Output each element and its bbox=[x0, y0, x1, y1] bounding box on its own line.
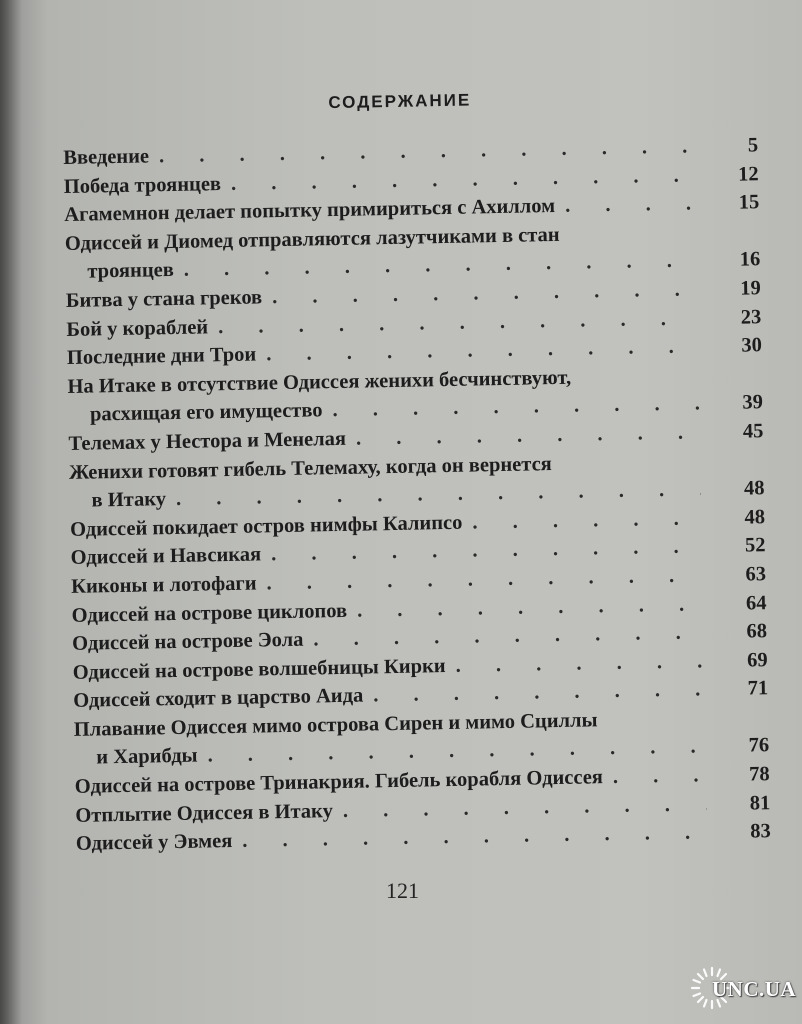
toc-entry-title: Одиссей покидает остров нимфы Калипсо bbox=[69, 511, 463, 541]
toc-entry-title: Бой у кораблей bbox=[66, 315, 209, 341]
toc-page-number: 30 bbox=[741, 334, 763, 357]
toc-entry-title: Одиссей на острове волшебницы Кирки bbox=[72, 654, 446, 684]
toc-page-number: 39 bbox=[742, 391, 764, 414]
toc-entry-title: расхищая его имущество bbox=[89, 399, 323, 426]
toc-page-number: 71 bbox=[747, 677, 769, 700]
toc-entry-title: Женихи готовят гибель Телемаху, когда он вернется bbox=[68, 452, 552, 484]
dot-leader bbox=[455, 647, 704, 680]
watermark-text: UNC.UA bbox=[712, 977, 797, 1001]
toc-entry-title: Одиссей и Диомед отправляются лазутчиками в стан bbox=[64, 223, 560, 255]
toc-entry-title: Одиссей на острове Тринакрия. Гибель корабля Одиссея bbox=[74, 766, 604, 798]
toc-page-number: 19 bbox=[740, 277, 761, 300]
toc-page-number: 48 bbox=[743, 477, 765, 500]
toc-page-number: 64 bbox=[745, 591, 767, 615]
toc-page-number: 63 bbox=[745, 563, 767, 586]
toc-page-number: 83 bbox=[750, 820, 771, 843]
page-number: 121 bbox=[386, 878, 419, 903]
toc-page-number: 45 bbox=[742, 420, 764, 443]
toc-page-number: 16 bbox=[739, 248, 761, 271]
toc-page-number: 23 bbox=[740, 305, 762, 329]
toc-entry-title: Одиссей у Эвмея bbox=[75, 830, 233, 856]
toc-entry-title: Телемах у Нестора и Менелая bbox=[68, 427, 347, 455]
toc-entry-title: Киконы и лотофаги bbox=[70, 572, 257, 598]
toc-entry-title: Плавание Одиссея мимо острова Сирен и мимо Сциллы bbox=[73, 709, 598, 741]
toc-page-number: 52 bbox=[744, 534, 766, 557]
toc-page-number: 5 bbox=[747, 134, 759, 157]
toc-page-number: 15 bbox=[738, 191, 760, 214]
toc-entry-title: Последние дни Трои bbox=[66, 343, 257, 370]
page-gutter-shadow bbox=[0, 0, 22, 1024]
table-of-contents bbox=[62, 75, 771, 858]
dot-leader bbox=[472, 504, 701, 537]
toc-entry-title: Агамемнон делает попытку примириться с Ахиллом bbox=[64, 195, 556, 227]
toc-entry-title: Введение bbox=[63, 145, 150, 169]
toc-page-number: 78 bbox=[748, 763, 770, 786]
toc-page-number: 76 bbox=[748, 734, 770, 757]
toc-page-number: 12 bbox=[737, 162, 759, 186]
toc-list bbox=[63, 131, 771, 858]
toc-entry-title: и Харибды bbox=[96, 745, 198, 769]
toc-page-number: 69 bbox=[746, 648, 768, 672]
toc-entry-title: Одиссей на острове циклопов bbox=[71, 599, 348, 627]
toc-entry-title: На Итаке в отсутствие Одиссея женихи бесчинствуют, bbox=[67, 366, 572, 398]
toc-entry-title: Одиссей сходит в царство Аида bbox=[73, 684, 364, 713]
toc-entry-title: Битва у стана греков bbox=[65, 286, 263, 312]
toc-entry-title: троянцев bbox=[87, 259, 175, 283]
toc-page-number: 81 bbox=[749, 791, 771, 815]
dot-leader bbox=[565, 190, 696, 221]
watermark bbox=[690, 966, 800, 1012]
toc-title: СОДЕРЖАНИЕ bbox=[328, 90, 472, 113]
toc-entry-title: Победа троянцев bbox=[63, 172, 222, 198]
dot-leader bbox=[613, 761, 706, 791]
toc-entry-title: Отплытие Одиссея в Итаку bbox=[75, 799, 334, 827]
toc-entry-title: Одиссей на острове Эола bbox=[71, 628, 304, 655]
toc-page-number: 48 bbox=[744, 505, 766, 529]
toc-entry-title: Одиссей и Навсикая bbox=[70, 543, 262, 570]
toc-entry-title: в Итаку bbox=[91, 488, 167, 512]
toc-page-number: 68 bbox=[746, 620, 768, 643]
